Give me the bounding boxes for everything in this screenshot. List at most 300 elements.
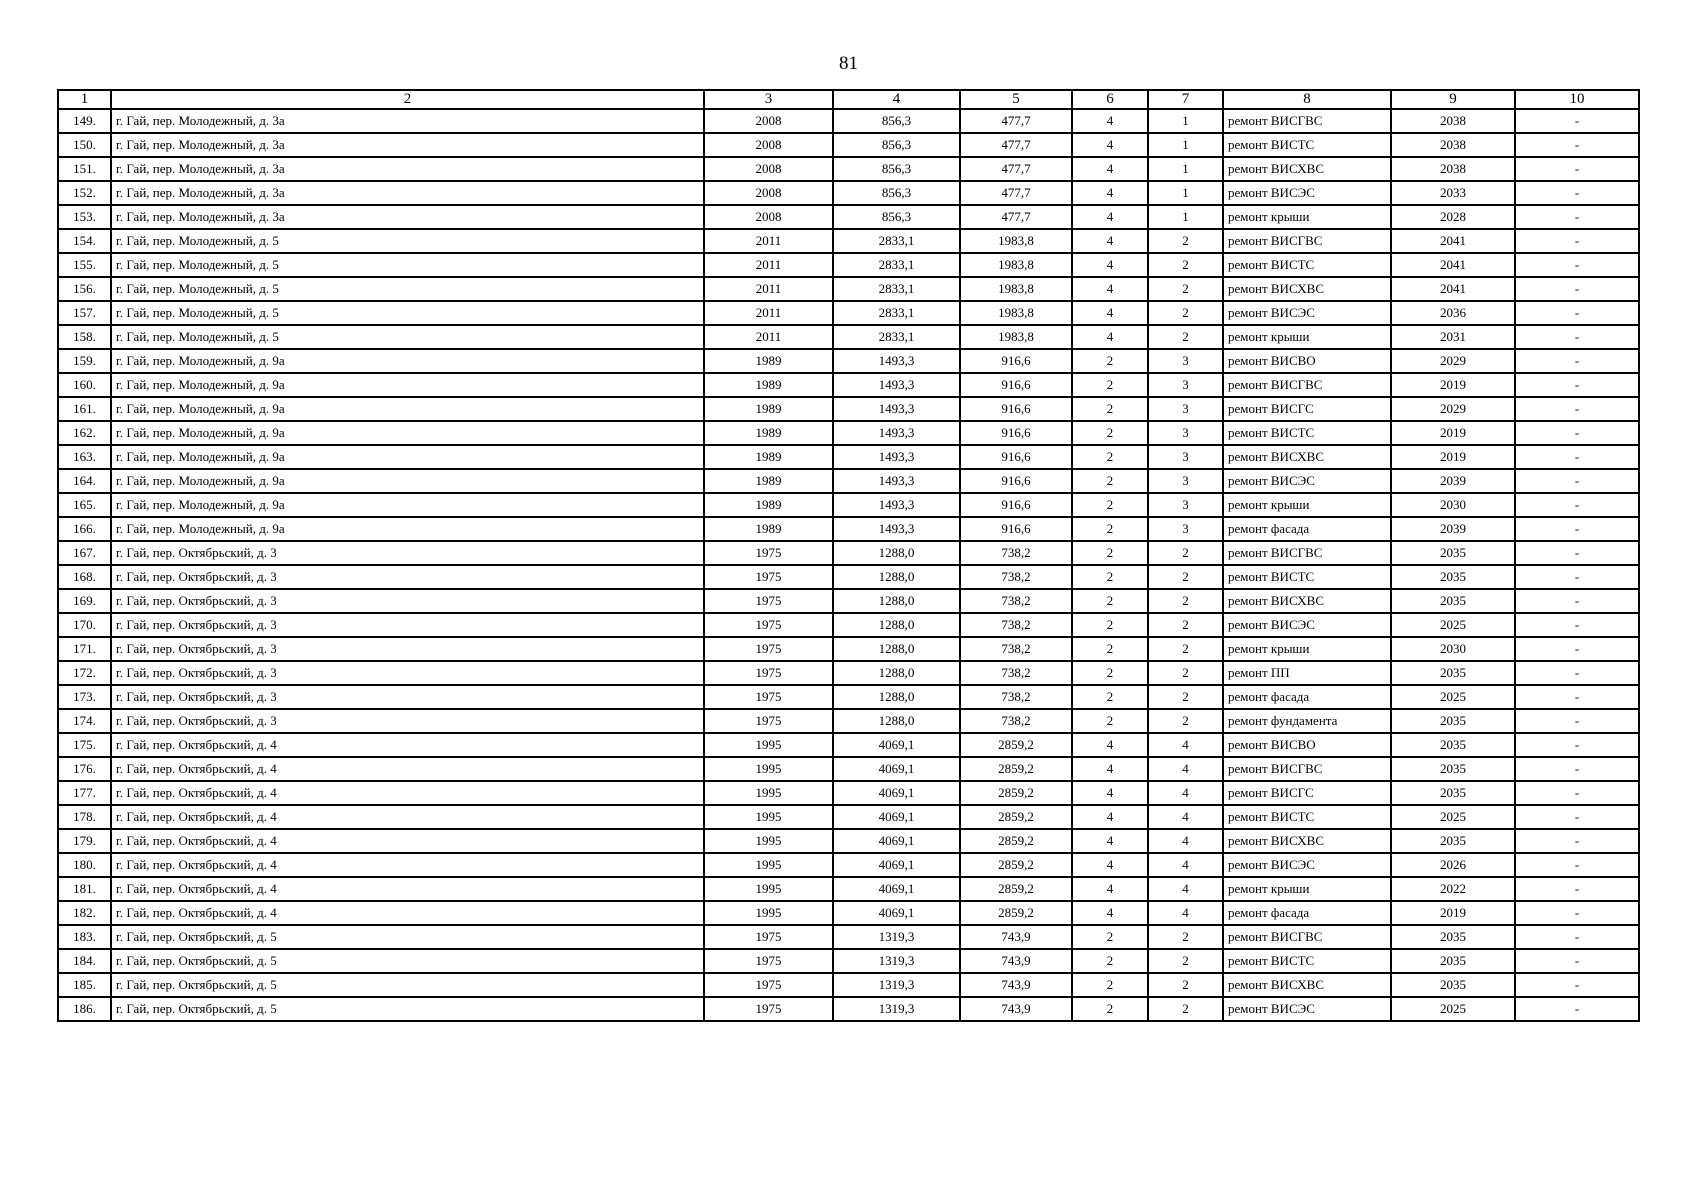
- cell-work-type: ремонт ВИСТС: [1223, 805, 1391, 829]
- cell-address: г. Гай, пер. Молодежный, д. 3а: [111, 205, 704, 229]
- cell-living-area: 2859,2: [960, 853, 1072, 877]
- cell-address: г. Гай, пер. Октябрьский, д. 4: [111, 829, 704, 853]
- cell-living-area: 1983,8: [960, 277, 1072, 301]
- table-row: [58, 541, 1639, 565]
- cell-floors: 2: [1072, 661, 1148, 685]
- table-row: [58, 853, 1639, 877]
- cell-build-year: 1975: [704, 637, 833, 661]
- cell-planned-year: 2030: [1391, 493, 1515, 517]
- cell-living-area: 1983,8: [960, 253, 1072, 277]
- cell-work-type: ремонт ВИСГВС: [1223, 373, 1391, 397]
- cell-entrances: 4: [1148, 877, 1223, 901]
- cell-work-type: ремонт ВИСВО: [1223, 733, 1391, 757]
- cell-total-area: 4069,1: [833, 781, 960, 805]
- cell-living-area: 738,2: [960, 709, 1072, 733]
- cell-planned-year: 2029: [1391, 397, 1515, 421]
- table-row: [58, 685, 1639, 709]
- cell-planned-year: 2025: [1391, 997, 1515, 1021]
- cell-floors: 2: [1072, 613, 1148, 637]
- cell-build-year: 1995: [704, 853, 833, 877]
- cell-entrances: 2: [1148, 709, 1223, 733]
- cell-work-type: ремонт ВИСЭС: [1223, 181, 1391, 205]
- table-row: [58, 229, 1639, 253]
- cell-living-area: 738,2: [960, 685, 1072, 709]
- cell-planned-year: 2039: [1391, 469, 1515, 493]
- cell-row-number: 168.: [58, 565, 111, 589]
- cell-build-year: 2008: [704, 109, 833, 133]
- table-row: [58, 445, 1639, 469]
- cell-build-year: 1995: [704, 901, 833, 925]
- cell-build-year: 2011: [704, 253, 833, 277]
- cell-build-year: 1989: [704, 421, 833, 445]
- cell-entrances: 4: [1148, 781, 1223, 805]
- cell-floors: 2: [1072, 421, 1148, 445]
- cell-living-area: 477,7: [960, 109, 1072, 133]
- cell-address: г. Гай, пер. Молодежный, д. 5: [111, 277, 704, 301]
- cell-row-number: 149.: [58, 109, 111, 133]
- cell-living-area: 916,6: [960, 397, 1072, 421]
- column-header-2: 2: [111, 90, 704, 109]
- cell-total-area: 1493,3: [833, 421, 960, 445]
- cell-floors: 2: [1072, 949, 1148, 973]
- cell-note: -: [1515, 781, 1639, 805]
- cell-floors: 2: [1072, 997, 1148, 1021]
- cell-planned-year: 2041: [1391, 229, 1515, 253]
- cell-note: -: [1515, 397, 1639, 421]
- cell-build-year: 1989: [704, 469, 833, 493]
- table-header: [58, 90, 1639, 109]
- cell-floors: 2: [1072, 589, 1148, 613]
- cell-note: -: [1515, 709, 1639, 733]
- cell-floors: 4: [1072, 301, 1148, 325]
- cell-living-area: 916,6: [960, 469, 1072, 493]
- table-row: [58, 517, 1639, 541]
- cell-work-type: ремонт ВИСХВС: [1223, 589, 1391, 613]
- cell-note: -: [1515, 925, 1639, 949]
- cell-entrances: 2: [1148, 949, 1223, 973]
- cell-row-number: 153.: [58, 205, 111, 229]
- cell-row-number: 172.: [58, 661, 111, 685]
- cell-note: -: [1515, 133, 1639, 157]
- table-row: [58, 901, 1639, 925]
- cell-total-area: 2833,1: [833, 301, 960, 325]
- cell-entrances: 2: [1148, 973, 1223, 997]
- cell-row-number: 171.: [58, 637, 111, 661]
- cell-entrances: 2: [1148, 589, 1223, 613]
- cell-build-year: 1975: [704, 973, 833, 997]
- cell-note: -: [1515, 421, 1639, 445]
- cell-entrances: 1: [1148, 181, 1223, 205]
- cell-floors: 4: [1072, 253, 1148, 277]
- cell-address: г. Гай, пер. Молодежный, д. 5: [111, 301, 704, 325]
- table-row: [58, 637, 1639, 661]
- table-row: [58, 205, 1639, 229]
- cell-note: -: [1515, 181, 1639, 205]
- repair-schedule-table: [57, 89, 1640, 1022]
- cell-total-area: 2833,1: [833, 325, 960, 349]
- cell-planned-year: 2019: [1391, 901, 1515, 925]
- cell-living-area: 2859,2: [960, 781, 1072, 805]
- cell-note: -: [1515, 157, 1639, 181]
- cell-planned-year: 2038: [1391, 157, 1515, 181]
- table-row: [58, 493, 1639, 517]
- cell-living-area: 738,2: [960, 565, 1072, 589]
- cell-living-area: 916,6: [960, 517, 1072, 541]
- cell-entrances: 4: [1148, 901, 1223, 925]
- cell-floors: 4: [1072, 133, 1148, 157]
- cell-note: -: [1515, 685, 1639, 709]
- cell-build-year: 2011: [704, 229, 833, 253]
- cell-work-type: ремонт крыши: [1223, 877, 1391, 901]
- cell-entrances: 4: [1148, 805, 1223, 829]
- cell-address: г. Гай, пер. Молодежный, д. 9а: [111, 397, 704, 421]
- cell-address: г. Гай, пер. Молодежный, д. 9а: [111, 517, 704, 541]
- table-row: [58, 613, 1639, 637]
- cell-total-area: 4069,1: [833, 805, 960, 829]
- cell-living-area: 2859,2: [960, 757, 1072, 781]
- cell-entrances: 1: [1148, 157, 1223, 181]
- cell-total-area: 1493,3: [833, 373, 960, 397]
- cell-work-type: ремонт крыши: [1223, 493, 1391, 517]
- cell-work-type: ремонт ВИСХВС: [1223, 973, 1391, 997]
- cell-note: -: [1515, 253, 1639, 277]
- cell-address: г. Гай, пер. Молодежный, д. 3а: [111, 181, 704, 205]
- cell-note: -: [1515, 757, 1639, 781]
- cell-note: -: [1515, 949, 1639, 973]
- cell-work-type: ремонт ВИСТС: [1223, 133, 1391, 157]
- cell-build-year: 2011: [704, 301, 833, 325]
- cell-entrances: 2: [1148, 229, 1223, 253]
- cell-entrances: 1: [1148, 133, 1223, 157]
- cell-build-year: 1975: [704, 949, 833, 973]
- cell-total-area: 1288,0: [833, 637, 960, 661]
- table-row: [58, 421, 1639, 445]
- cell-total-area: 1288,0: [833, 541, 960, 565]
- cell-total-area: 1319,3: [833, 973, 960, 997]
- cell-work-type: ремонт ВИСТС: [1223, 253, 1391, 277]
- cell-floors: 2: [1072, 445, 1148, 469]
- cell-address: г. Гай, пер. Молодежный, д. 9а: [111, 445, 704, 469]
- cell-build-year: 1975: [704, 565, 833, 589]
- cell-floors: 2: [1072, 973, 1148, 997]
- cell-work-type: ремонт фасада: [1223, 901, 1391, 925]
- cell-address: г. Гай, пер. Октябрьский, д. 5: [111, 949, 704, 973]
- cell-note: -: [1515, 109, 1639, 133]
- cell-living-area: 477,7: [960, 157, 1072, 181]
- cell-planned-year: 2035: [1391, 757, 1515, 781]
- cell-floors: 4: [1072, 181, 1148, 205]
- cell-build-year: 1995: [704, 757, 833, 781]
- cell-planned-year: 2035: [1391, 565, 1515, 589]
- cell-floors: 4: [1072, 901, 1148, 925]
- cell-floors: 2: [1072, 709, 1148, 733]
- cell-row-number: 151.: [58, 157, 111, 181]
- cell-total-area: 4069,1: [833, 757, 960, 781]
- cell-address: г. Гай, пер. Октябрьский, д. 4: [111, 781, 704, 805]
- cell-build-year: 1995: [704, 733, 833, 757]
- cell-entrances: 3: [1148, 445, 1223, 469]
- cell-row-number: 170.: [58, 613, 111, 637]
- cell-work-type: ремонт ВИСЭС: [1223, 997, 1391, 1021]
- cell-build-year: 1989: [704, 397, 833, 421]
- cell-address: г. Гай, пер. Октябрьский, д. 3: [111, 565, 704, 589]
- cell-note: -: [1515, 277, 1639, 301]
- table-row: [58, 781, 1639, 805]
- cell-planned-year: 2036: [1391, 301, 1515, 325]
- cell-floors: 2: [1072, 541, 1148, 565]
- cell-total-area: 1288,0: [833, 685, 960, 709]
- cell-floors: 4: [1072, 877, 1148, 901]
- cell-planned-year: 2035: [1391, 973, 1515, 997]
- cell-row-number: 162.: [58, 421, 111, 445]
- cell-planned-year: 2033: [1391, 181, 1515, 205]
- cell-build-year: 2008: [704, 157, 833, 181]
- cell-living-area: 2859,2: [960, 829, 1072, 853]
- cell-floors: 2: [1072, 397, 1148, 421]
- cell-entrances: 2: [1148, 685, 1223, 709]
- cell-note: -: [1515, 829, 1639, 853]
- cell-row-number: 182.: [58, 901, 111, 925]
- cell-note: -: [1515, 565, 1639, 589]
- cell-work-type: ремонт ВИСТС: [1223, 565, 1391, 589]
- cell-planned-year: 2030: [1391, 637, 1515, 661]
- cell-living-area: 743,9: [960, 925, 1072, 949]
- cell-row-number: 164.: [58, 469, 111, 493]
- cell-floors: 2: [1072, 925, 1148, 949]
- cell-floors: 4: [1072, 757, 1148, 781]
- cell-build-year: 1975: [704, 589, 833, 613]
- cell-planned-year: 2035: [1391, 829, 1515, 853]
- cell-living-area: 738,2: [960, 637, 1072, 661]
- cell-total-area: 1493,3: [833, 517, 960, 541]
- cell-note: -: [1515, 373, 1639, 397]
- table-row: [58, 997, 1639, 1021]
- cell-row-number: 176.: [58, 757, 111, 781]
- cell-entrances: 2: [1148, 997, 1223, 1021]
- cell-living-area: 2859,2: [960, 805, 1072, 829]
- cell-row-number: 174.: [58, 709, 111, 733]
- cell-address: г. Гай, пер. Молодежный, д. 9а: [111, 349, 704, 373]
- cell-living-area: 916,6: [960, 421, 1072, 445]
- cell-entrances: 3: [1148, 373, 1223, 397]
- cell-total-area: 1493,3: [833, 445, 960, 469]
- table-row: [58, 157, 1639, 181]
- cell-total-area: 1493,3: [833, 397, 960, 421]
- cell-note: -: [1515, 901, 1639, 925]
- table-row: [58, 301, 1639, 325]
- cell-living-area: 738,2: [960, 541, 1072, 565]
- header-row: [58, 90, 1639, 109]
- cell-floors: 4: [1072, 205, 1148, 229]
- cell-planned-year: 2035: [1391, 949, 1515, 973]
- cell-living-area: 743,9: [960, 973, 1072, 997]
- column-header-6: 6: [1072, 90, 1148, 109]
- cell-living-area: 2859,2: [960, 733, 1072, 757]
- table-row: [58, 181, 1639, 205]
- cell-living-area: 743,9: [960, 949, 1072, 973]
- cell-address: г. Гай, пер. Октябрьский, д. 3: [111, 709, 704, 733]
- cell-address: г. Гай, пер. Октябрьский, д. 4: [111, 901, 704, 925]
- cell-row-number: 157.: [58, 301, 111, 325]
- cell-floors: 4: [1072, 229, 1148, 253]
- cell-build-year: 1989: [704, 493, 833, 517]
- table-row: [58, 805, 1639, 829]
- cell-work-type: ремонт ВИСГВС: [1223, 925, 1391, 949]
- cell-entrances: 3: [1148, 469, 1223, 493]
- cell-planned-year: 2025: [1391, 805, 1515, 829]
- cell-living-area: 1983,8: [960, 325, 1072, 349]
- cell-address: г. Гай, пер. Молодежный, д. 3а: [111, 157, 704, 181]
- table-row: [58, 925, 1639, 949]
- cell-total-area: 2833,1: [833, 229, 960, 253]
- column-header-3: 3: [704, 90, 833, 109]
- cell-address: г. Гай, пер. Молодежный, д. 5: [111, 229, 704, 253]
- table-row: [58, 373, 1639, 397]
- table-row: [58, 829, 1639, 853]
- cell-total-area: 1288,0: [833, 613, 960, 637]
- cell-entrances: 4: [1148, 853, 1223, 877]
- cell-living-area: 916,6: [960, 445, 1072, 469]
- cell-living-area: 477,7: [960, 205, 1072, 229]
- cell-floors: 2: [1072, 493, 1148, 517]
- cell-build-year: 1975: [704, 685, 833, 709]
- cell-row-number: 185.: [58, 973, 111, 997]
- table-row: [58, 253, 1639, 277]
- cell-note: -: [1515, 733, 1639, 757]
- cell-row-number: 180.: [58, 853, 111, 877]
- table-row: [58, 949, 1639, 973]
- cell-total-area: 1319,3: [833, 949, 960, 973]
- cell-planned-year: 2035: [1391, 709, 1515, 733]
- cell-note: -: [1515, 325, 1639, 349]
- cell-address: г. Гай, пер. Октябрьский, д. 4: [111, 805, 704, 829]
- cell-entrances: 3: [1148, 397, 1223, 421]
- cell-work-type: ремонт крыши: [1223, 205, 1391, 229]
- cell-total-area: 856,3: [833, 205, 960, 229]
- cell-note: -: [1515, 469, 1639, 493]
- cell-planned-year: 2035: [1391, 733, 1515, 757]
- cell-total-area: 1288,0: [833, 661, 960, 685]
- cell-total-area: 2833,1: [833, 253, 960, 277]
- cell-row-number: 154.: [58, 229, 111, 253]
- cell-total-area: 4069,1: [833, 877, 960, 901]
- cell-work-type: ремонт ВИСТС: [1223, 421, 1391, 445]
- cell-living-area: 1983,8: [960, 301, 1072, 325]
- cell-row-number: 173.: [58, 685, 111, 709]
- cell-row-number: 178.: [58, 805, 111, 829]
- cell-work-type: ремонт крыши: [1223, 637, 1391, 661]
- cell-entrances: 3: [1148, 517, 1223, 541]
- cell-living-area: 743,9: [960, 997, 1072, 1021]
- cell-floors: 4: [1072, 109, 1148, 133]
- cell-row-number: 183.: [58, 925, 111, 949]
- cell-row-number: 179.: [58, 829, 111, 853]
- cell-row-number: 161.: [58, 397, 111, 421]
- cell-build-year: 1989: [704, 445, 833, 469]
- cell-build-year: 1975: [704, 709, 833, 733]
- cell-build-year: 2008: [704, 181, 833, 205]
- cell-build-year: 1975: [704, 925, 833, 949]
- cell-planned-year: 2041: [1391, 277, 1515, 301]
- table-row: [58, 469, 1639, 493]
- cell-living-area: 2859,2: [960, 877, 1072, 901]
- cell-address: г. Гай, пер. Октябрьский, д. 4: [111, 733, 704, 757]
- cell-floors: 2: [1072, 685, 1148, 709]
- cell-living-area: 738,2: [960, 589, 1072, 613]
- cell-note: -: [1515, 805, 1639, 829]
- cell-planned-year: 2039: [1391, 517, 1515, 541]
- cell-work-type: ремонт фасада: [1223, 517, 1391, 541]
- cell-floors: 4: [1072, 733, 1148, 757]
- cell-row-number: 166.: [58, 517, 111, 541]
- cell-planned-year: 2019: [1391, 421, 1515, 445]
- table-row: [58, 349, 1639, 373]
- cell-build-year: 1975: [704, 613, 833, 637]
- cell-planned-year: 2026: [1391, 853, 1515, 877]
- column-header-10: 10: [1515, 90, 1639, 109]
- cell-build-year: 1995: [704, 805, 833, 829]
- cell-total-area: 1288,0: [833, 709, 960, 733]
- cell-living-area: 916,6: [960, 493, 1072, 517]
- cell-address: г. Гай, пер. Молодежный, д. 9а: [111, 493, 704, 517]
- cell-note: -: [1515, 229, 1639, 253]
- cell-planned-year: 2025: [1391, 613, 1515, 637]
- cell-floors: 4: [1072, 277, 1148, 301]
- cell-build-year: 1975: [704, 997, 833, 1021]
- cell-row-number: 150.: [58, 133, 111, 157]
- table-row: [58, 661, 1639, 685]
- cell-address: г. Гай, пер. Октябрьский, д. 4: [111, 757, 704, 781]
- cell-entrances: 3: [1148, 349, 1223, 373]
- cell-row-number: 160.: [58, 373, 111, 397]
- cell-build-year: 1975: [704, 541, 833, 565]
- cell-address: г. Гай, пер. Молодежный, д. 9а: [111, 421, 704, 445]
- cell-floors: 2: [1072, 469, 1148, 493]
- cell-entrances: 2: [1148, 541, 1223, 565]
- column-header-4: 4: [833, 90, 960, 109]
- cell-work-type: ремонт ВИСТС: [1223, 949, 1391, 973]
- cell-build-year: 1995: [704, 781, 833, 805]
- cell-build-year: 1989: [704, 373, 833, 397]
- cell-build-year: 2011: [704, 277, 833, 301]
- cell-address: г. Гай, пер. Молодежный, д. 9а: [111, 469, 704, 493]
- cell-floors: 4: [1072, 805, 1148, 829]
- cell-address: г. Гай, пер. Октябрьский, д. 3: [111, 589, 704, 613]
- cell-work-type: ремонт крыши: [1223, 325, 1391, 349]
- cell-row-number: 175.: [58, 733, 111, 757]
- cell-total-area: 1319,3: [833, 997, 960, 1021]
- cell-work-type: ремонт ВИСЭС: [1223, 469, 1391, 493]
- column-header-9: 9: [1391, 90, 1515, 109]
- cell-floors: 4: [1072, 781, 1148, 805]
- cell-total-area: 1288,0: [833, 565, 960, 589]
- cell-work-type: ремонт ВИСГС: [1223, 397, 1391, 421]
- cell-row-number: 155.: [58, 253, 111, 277]
- cell-floors: 2: [1072, 637, 1148, 661]
- cell-address: г. Гай, пер. Октябрьский, д. 4: [111, 853, 704, 877]
- table-row: [58, 589, 1639, 613]
- cell-build-year: 1989: [704, 349, 833, 373]
- table-row: [58, 133, 1639, 157]
- cell-floors: 2: [1072, 517, 1148, 541]
- table-row: [58, 709, 1639, 733]
- cell-floors: 4: [1072, 853, 1148, 877]
- cell-address: г. Гай, пер. Молодежный, д. 3а: [111, 109, 704, 133]
- cell-work-type: ремонт ВИСГВС: [1223, 229, 1391, 253]
- cell-build-year: 1989: [704, 517, 833, 541]
- cell-entrances: 2: [1148, 301, 1223, 325]
- cell-entrances: 1: [1148, 205, 1223, 229]
